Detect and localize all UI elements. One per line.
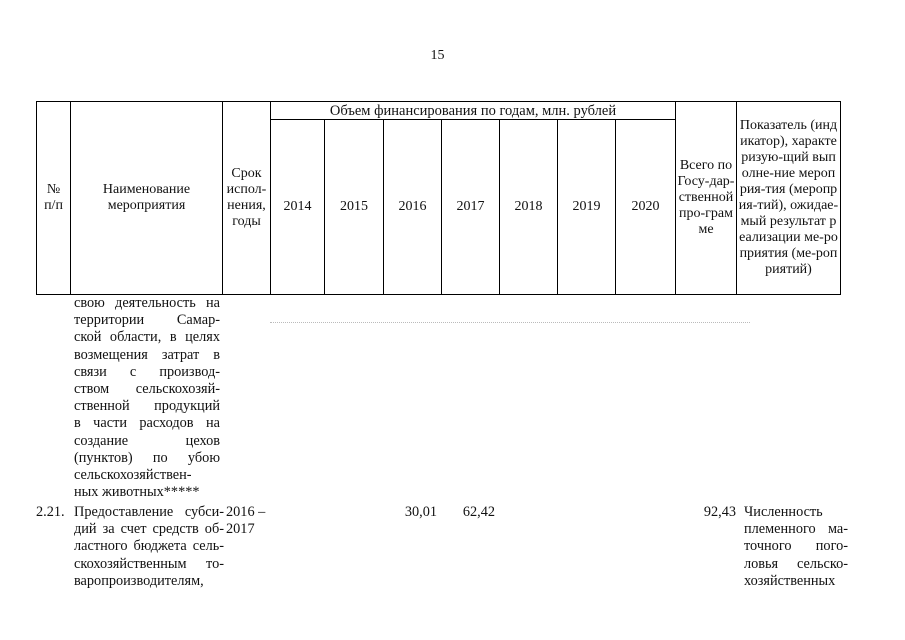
header-year: 2019: [558, 120, 616, 295]
row-term: [226, 504, 274, 538]
text-line: 2017: [226, 521, 255, 538]
row-number: 2.21.: [36, 504, 65, 520]
text-line: точного пого-: [744, 538, 848, 555]
text-line: ловья сельско-: [744, 555, 848, 572]
header-year: 2014: [271, 120, 325, 295]
value-total: 92,43: [703, 504, 736, 520]
table-header: [36, 101, 841, 295]
text-line: ской области, в целях: [74, 329, 220, 346]
text-line: 2016 –: [226, 504, 266, 520]
value-2017: 62,42: [462, 504, 495, 520]
text-line: племенного ма-: [744, 521, 848, 538]
page-number: 15: [430, 48, 445, 63]
row-indicator: [744, 504, 848, 590]
header-year: 2015: [325, 120, 384, 295]
text-line: территории Самар-: [74, 312, 220, 329]
header-financing-title: Объем финансирования по годам, млн. рублей: [271, 102, 676, 120]
header-year: 2018: [500, 120, 558, 295]
header-term: Срок испол-нения, годы: [223, 102, 271, 295]
continued-row-name: [74, 295, 220, 501]
text-line: скохозяйственным то-: [74, 555, 224, 572]
text-line: создание цехов: [74, 432, 220, 449]
text-line: ственной продукций: [74, 398, 220, 415]
text-line: дий за счет средств об-: [74, 521, 224, 538]
header-year: 2017: [442, 120, 500, 295]
header-no: № п/п: [37, 102, 71, 295]
text-line: сельскохозяйствен-: [74, 467, 192, 484]
value-2016: 30,01: [404, 504, 437, 520]
text-line: (пунктов) по убою: [74, 449, 220, 466]
text-line: варопроизводителям,: [74, 572, 204, 589]
separator: [270, 322, 750, 324]
text-line: хозяйственных: [744, 572, 836, 589]
header-indicator: Показатель (индикатор), характеризую-щий выполне-ние мероприя-тия (мероприя-тий), ожидае-мый результат реализации ме-роприятия (ме-роприятий): [737, 102, 841, 295]
text-line: связи с производ-: [74, 363, 220, 380]
header-year: 2020: [616, 120, 676, 295]
header-name: Наименование мероприятия: [71, 102, 223, 295]
header-year: 2016: [384, 120, 442, 295]
text-line: ластного бюджета сель-: [74, 538, 224, 555]
text-line: ных животных*****: [74, 484, 200, 501]
text-line: свою деятельность на: [74, 295, 220, 311]
text-line: возмещения затрат в: [74, 346, 220, 363]
text-line: Численность: [744, 504, 823, 520]
text-line: Предоставление субси-: [74, 504, 224, 520]
header-total: Всего по Госу-дар-ственной про-грамме: [676, 102, 737, 295]
text-line: ством сельскохозяй-: [74, 381, 220, 398]
text-line: в части расходов на: [74, 415, 220, 432]
row-name: [74, 504, 224, 590]
